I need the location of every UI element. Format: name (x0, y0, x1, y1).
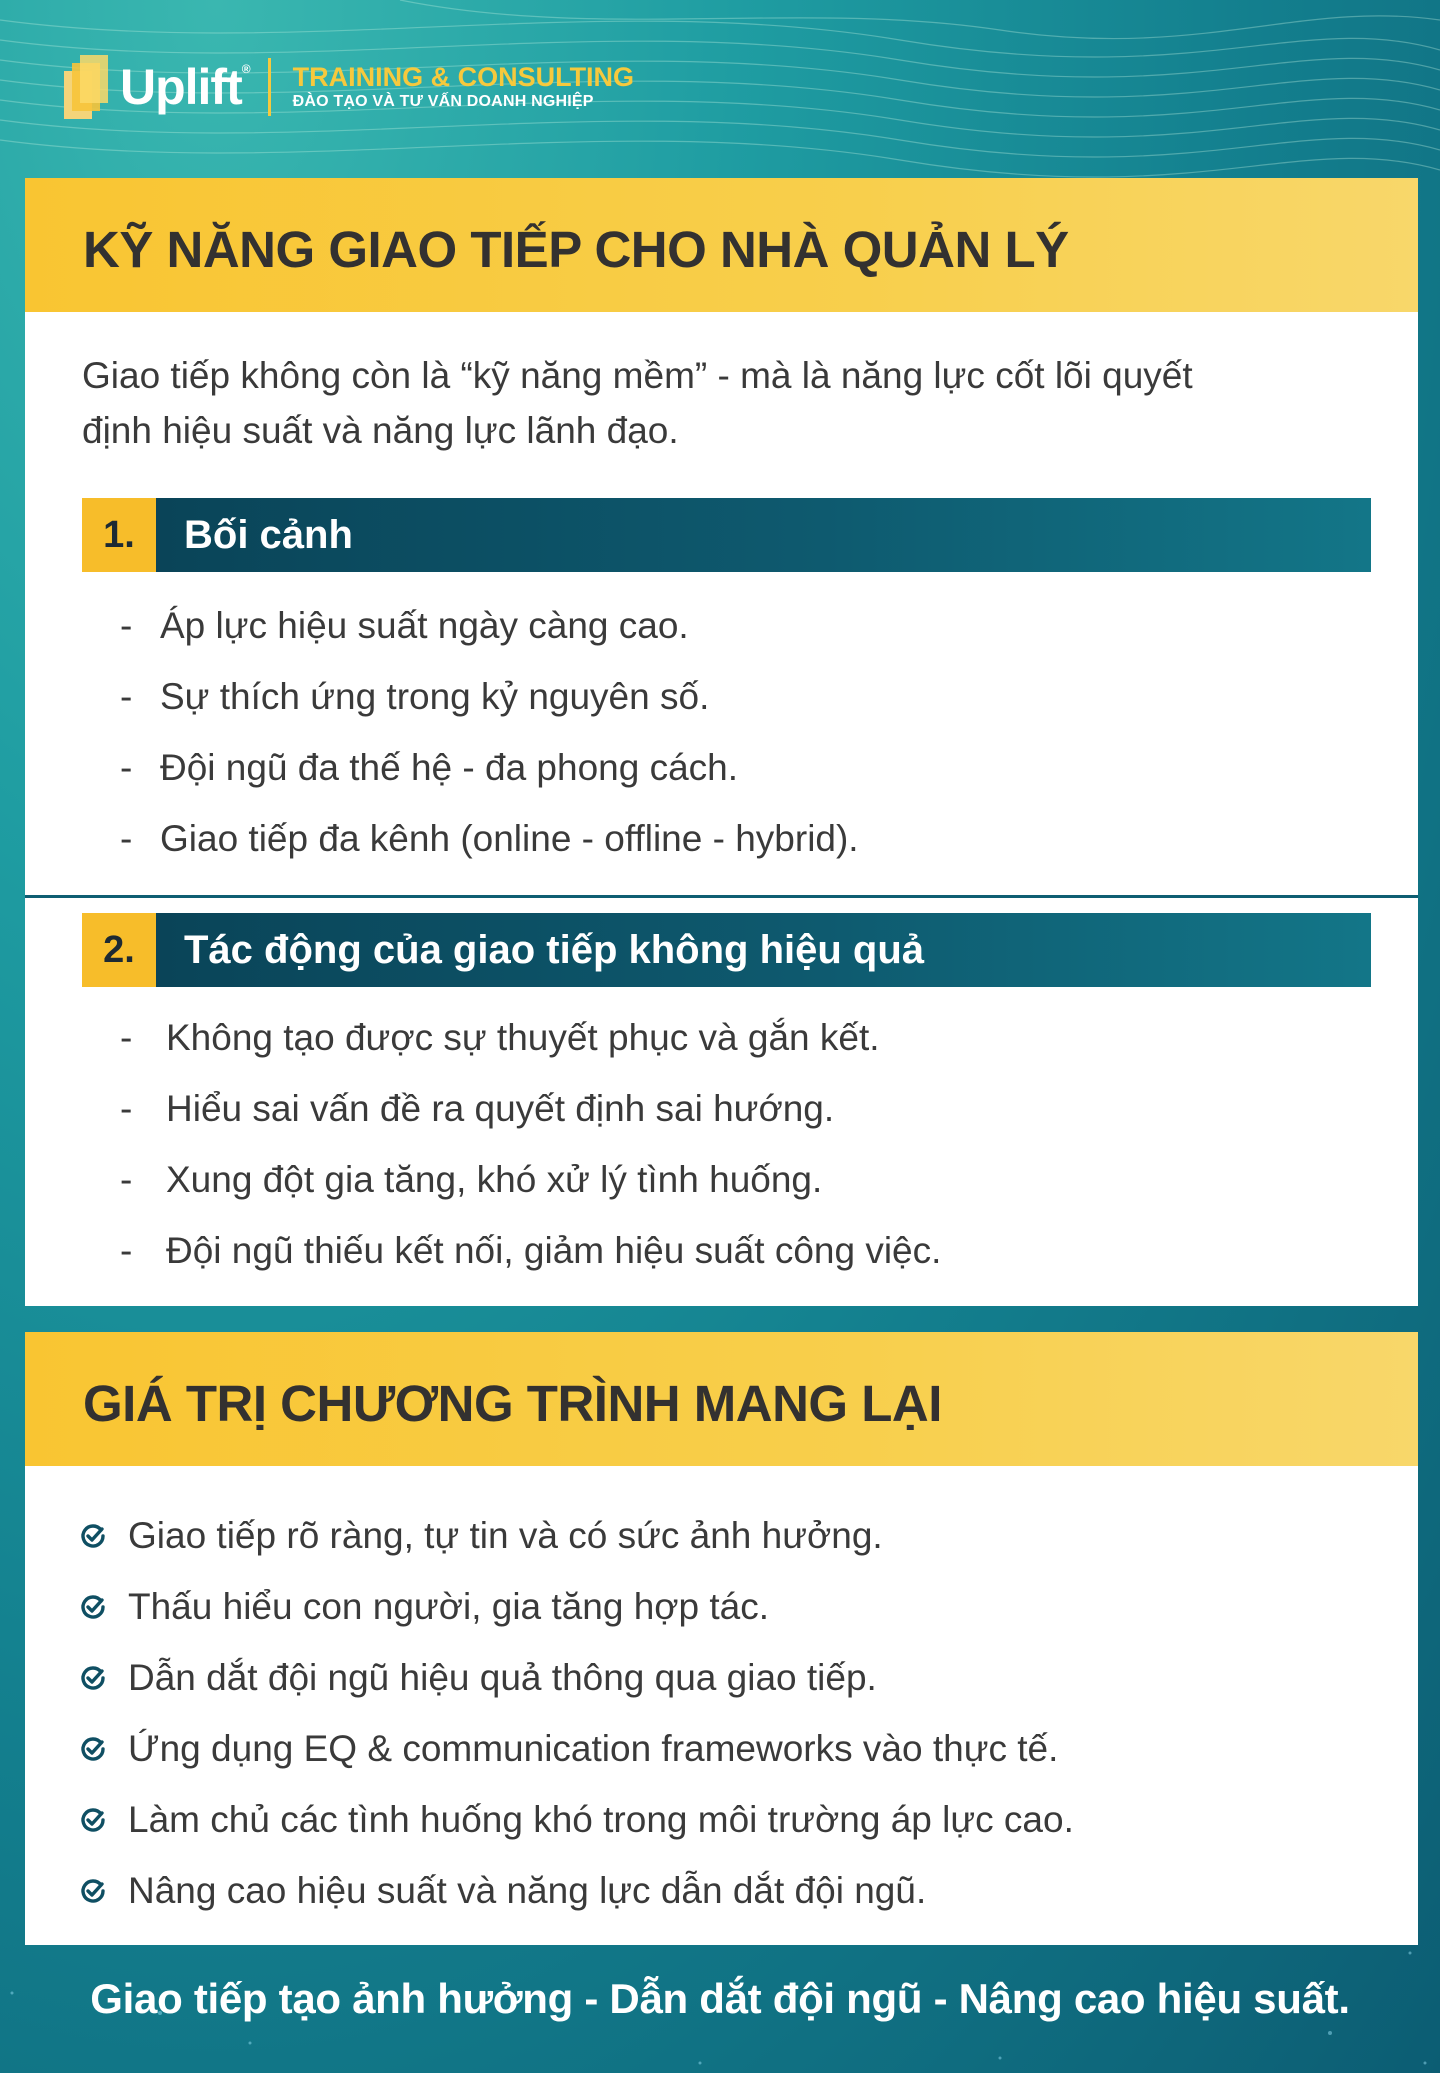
check-circle-icon (80, 1878, 106, 1904)
section-number: 2. (82, 913, 156, 987)
section-title: Tác động của giao tiếp không hiệu quả (156, 913, 1371, 987)
brand-header (64, 52, 634, 122)
list-item: Ứng dụng EQ & communication frameworks vào thực tế. (80, 1713, 1074, 1784)
values-list (80, 1500, 1074, 1926)
brand-tagline (293, 62, 634, 112)
list-item: Làm chủ các tình huống khó trong môi trường áp lực cao. (80, 1784, 1074, 1855)
check-circle-icon (80, 1807, 106, 1833)
main-title-bar (25, 178, 1418, 312)
section-heading-context (82, 498, 1371, 572)
list-item: - Xung đột gia tăng, khó xử lý tình huống. (120, 1159, 823, 1200)
section-heading-impact (82, 913, 1371, 987)
check-circle-icon (80, 1665, 106, 1691)
brand-name: Uplift® (120, 59, 250, 115)
section-title: Bối cảnh (156, 498, 1371, 572)
intro-line-1: Giao tiếp không còn là “kỹ năng mềm” - mà là năng lực cốt lõi quyết (82, 355, 1193, 396)
context-list (120, 590, 859, 874)
check-circle-icon (80, 1523, 106, 1549)
list-item: - Áp lực hiệu suất ngày càng cao. (120, 605, 689, 646)
intro-line-2: định hiệu suất và năng lực lãnh đạo. (82, 410, 679, 451)
list-item: - Sự thích ứng trong kỷ nguyên số. (120, 676, 710, 717)
list-item: - Đội ngũ đa thế hệ - đa phong cách. (120, 747, 739, 788)
check-circle-icon (80, 1736, 106, 1762)
list-item: Giao tiếp rõ ràng, tự tin và có sức ảnh hưởng. (80, 1500, 1074, 1571)
values-title-bar (25, 1332, 1418, 1466)
uplift-logo-icon (64, 53, 114, 121)
page-title: KỸ NĂNG GIAO TIẾP CHO NHÀ QUẢN LÝ (83, 221, 1069, 278)
intro-text (82, 348, 1382, 458)
values-title: GIÁ TRỊ CHƯƠNG TRÌNH MANG LẠI (83, 1375, 942, 1432)
tagline-sub: ĐÀO TẠO VÀ TƯ VẤN DOANH NGHIỆP (292, 93, 594, 110)
check-circle-icon (80, 1594, 106, 1620)
footer-slogan: Giao tiếp tạo ảnh hưởng - Dẫn dắt đội ngũ - Nâng cao hiệu suất. (90, 1975, 1350, 2022)
section-number: 1. (82, 498, 156, 572)
impact-list (120, 1002, 941, 1286)
tagline-main: TRAINING & CONSULTING (292, 62, 635, 92)
list-item: Thấu hiểu con người, gia tăng hợp tác. (80, 1571, 1074, 1642)
list-item: - Không tạo được sự thuyết phục và gắn kết. (120, 1017, 880, 1058)
list-item: - Hiểu sai vấn đề ra quyết định sai hướng. (120, 1088, 835, 1129)
list-item: - Giao tiếp đa kênh (online - offline - hybrid). (120, 818, 859, 859)
brand-separator (268, 58, 271, 116)
list-item: Dẫn dắt đội ngũ hiệu quả thông qua giao tiếp. (80, 1642, 1074, 1713)
list-item: Nâng cao hiệu suất và năng lực dẫn dắt đội ngũ. (80, 1855, 1074, 1926)
list-item: - Đội ngũ thiếu kết nối, giảm hiệu suất công việc. (120, 1230, 942, 1271)
